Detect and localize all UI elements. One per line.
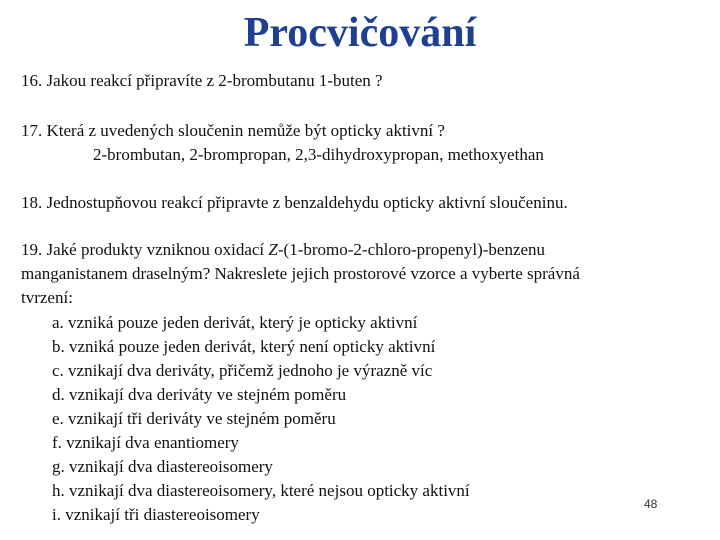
question-19-line-2: manganistanem draselným? Nakreslete jejich prostorové vzorce a vyberte správná — [21, 264, 580, 283]
option-e: e. vznikají tři deriváty ve stejném poměru — [52, 409, 336, 428]
question-19-line-1 — [21, 239, 545, 261]
option-i: i. vznikají tři diastereoisomery — [52, 505, 260, 524]
option-b: b. vzniká pouze jeden derivát, který není opticky aktivní — [52, 337, 436, 356]
question-18: 18. Jednostupňovou reakcí připravte z benzaldehydu opticky aktivní sloučeninu. — [21, 193, 568, 212]
option-a: a. vzniká pouze jeden derivát, který je opticky aktivní — [52, 313, 418, 332]
option-g: g. vznikají dva diastereoisomery — [52, 457, 273, 476]
option-h: h. vznikají dva diastereoisomery, které nejsou opticky aktivní — [52, 481, 470, 500]
question-19-z-label: Z — [268, 240, 278, 259]
question-16: 16. Jakou reakcí připravíte z 2-brombutanu 1-buten ? — [21, 71, 383, 90]
option-f: f. vznikají dva enantiomery — [52, 433, 239, 452]
option-d: d. vznikají dva deriváty ve stejném poměru — [52, 385, 347, 404]
option-c: c. vznikají dva deriváty, přičemž jednoho je výrazně víc — [52, 361, 433, 380]
question-17: 17. Která z uvedených sloučenin nemůže být opticky aktivní ? — [21, 121, 445, 140]
question-19-line-3: tvrzení: — [21, 288, 73, 307]
page-number: 48 — [644, 497, 658, 511]
question-19-prefix: 19. Jaké produkty vzniknou oxidací — [21, 240, 269, 259]
question-17-compounds: 2-brombutan, 2-brompropan, 2,3-dihydroxypropan, methoxyethan — [93, 145, 544, 164]
question-19-suffix: -(1-bromo-2-chloro-propenyl)-benzenu — [277, 240, 546, 259]
page-title: Procvičování — [243, 10, 477, 56]
